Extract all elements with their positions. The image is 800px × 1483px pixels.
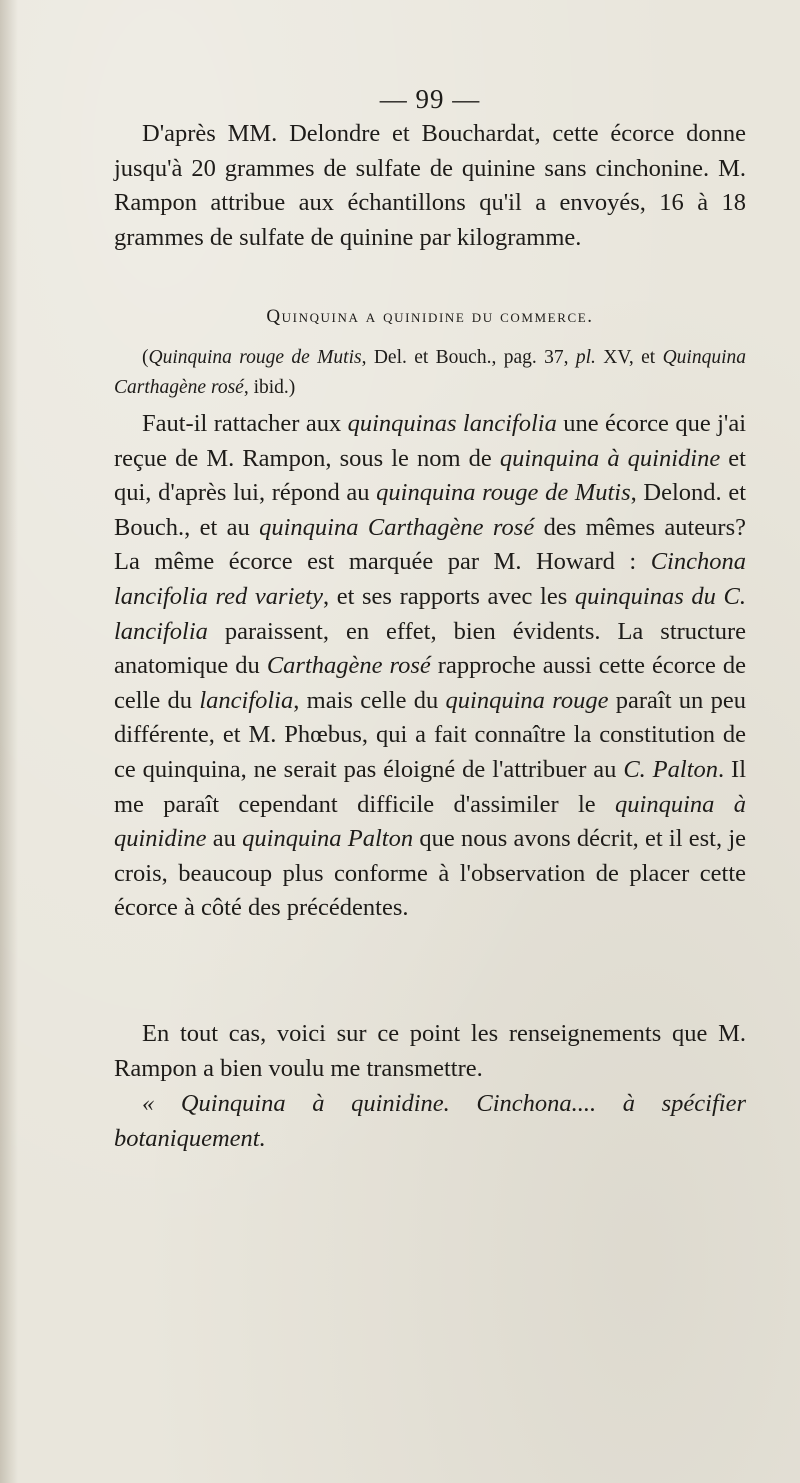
- paragraph-en-tout-cas: En tout cas, voici sur ce point les renseignements que M. Rampon a bien voulu me transmettre.: [114, 1020, 746, 1082]
- text-run: paraît un peu différente, et M. Phœbus, qui a fait connaître la constitution de ce quinquina, ne serait pas éloigné de l'attribuer au: [114, 686, 746, 783]
- italic-term: Carthagène rosé: [266, 652, 431, 680]
- italic-term: quinquina Palton: [242, 825, 414, 853]
- paragraph-rattacher: [114, 407, 746, 926]
- page-number: — 99 —: [379, 84, 481, 114]
- text-run: une écorce que j'ai reçue de M. Rampon, sous le nom de: [114, 410, 747, 472]
- note-open: (: [142, 347, 149, 368]
- note-ref-3: , ibid.): [243, 377, 296, 398]
- text-run: Faut-il rattacher aux: [142, 410, 348, 437]
- italic-term: C. Palton: [623, 755, 719, 783]
- text-run: que nous avons décrit, et il est, je crois, beaucoup plus conforme à l'observation de placer cette écorce à côté des précédentes.: [114, 825, 747, 922]
- note-ref-1: , Del. et Bouch., pag. 37,: [361, 347, 576, 368]
- page-edge-shadow: [0, 0, 18, 1483]
- italic-term: quinquina Carthagène rosé: [259, 513, 535, 541]
- text-run: , et ses rapports avec les: [322, 582, 575, 610]
- synonymy-note: [114, 343, 746, 403]
- italic-quotation: « Quinquina à quinidine. Cinchona.... à spécifier botaniquement.: [114, 1090, 746, 1152]
- italic-term: quinquina à quinidine: [114, 790, 746, 853]
- italic-term: quinquinas du C. lancifolia: [114, 582, 747, 645]
- text-run: rapproche aussi cette écorce de celle du: [114, 652, 746, 714]
- italic-term: Cinchona lancifolia red variety: [114, 548, 746, 610]
- text-run: , Delond. et Bouch., et au: [114, 479, 747, 541]
- paragraph-quotation: [114, 1087, 746, 1156]
- note-plate: pl.: [575, 347, 596, 368]
- text-run: au: [206, 825, 243, 853]
- text-run: et qui, d'après lui, répond au: [114, 444, 746, 507]
- italic-term: quinquina rouge: [445, 686, 609, 714]
- text-run: . Il me paraît cependant difficile d'assimiler le: [114, 755, 746, 818]
- note-ref-2: XV, et: [595, 347, 663, 368]
- note-species-1: Quinquina rouge de Mutis: [148, 347, 362, 368]
- note-species-2: Quinquina Carthagène rosé: [114, 347, 747, 398]
- italic-term: quinquinas lancifolia: [347, 410, 557, 437]
- text-run: des mêmes auteurs? La même écorce est marquée par M. Howard :: [114, 513, 746, 576]
- italic-term: lancifolia: [199, 686, 294, 714]
- paragraph-delondre-bouchardat: D'après MM. Delondre et Bouchardat, cette écorce donne jusqu'à 20 grammes de sulfate de quinine sans cinchonine. M. Rampon attribue aux échantillons qu'il a envoyés, 16 à 18 grammes de sulfate de quinine par kilogramme.: [114, 120, 746, 251]
- text-run: , mais celle du: [293, 686, 446, 714]
- italic-term: quinquina rouge de Mutis: [376, 479, 631, 507]
- text-run: paraissent, en effet, bien évidents. La structure anatomique du: [114, 617, 746, 680]
- section-heading: Quinquina a quinidine du commerce.: [266, 306, 594, 327]
- italic-term: quinquina à quinidine: [499, 444, 721, 472]
